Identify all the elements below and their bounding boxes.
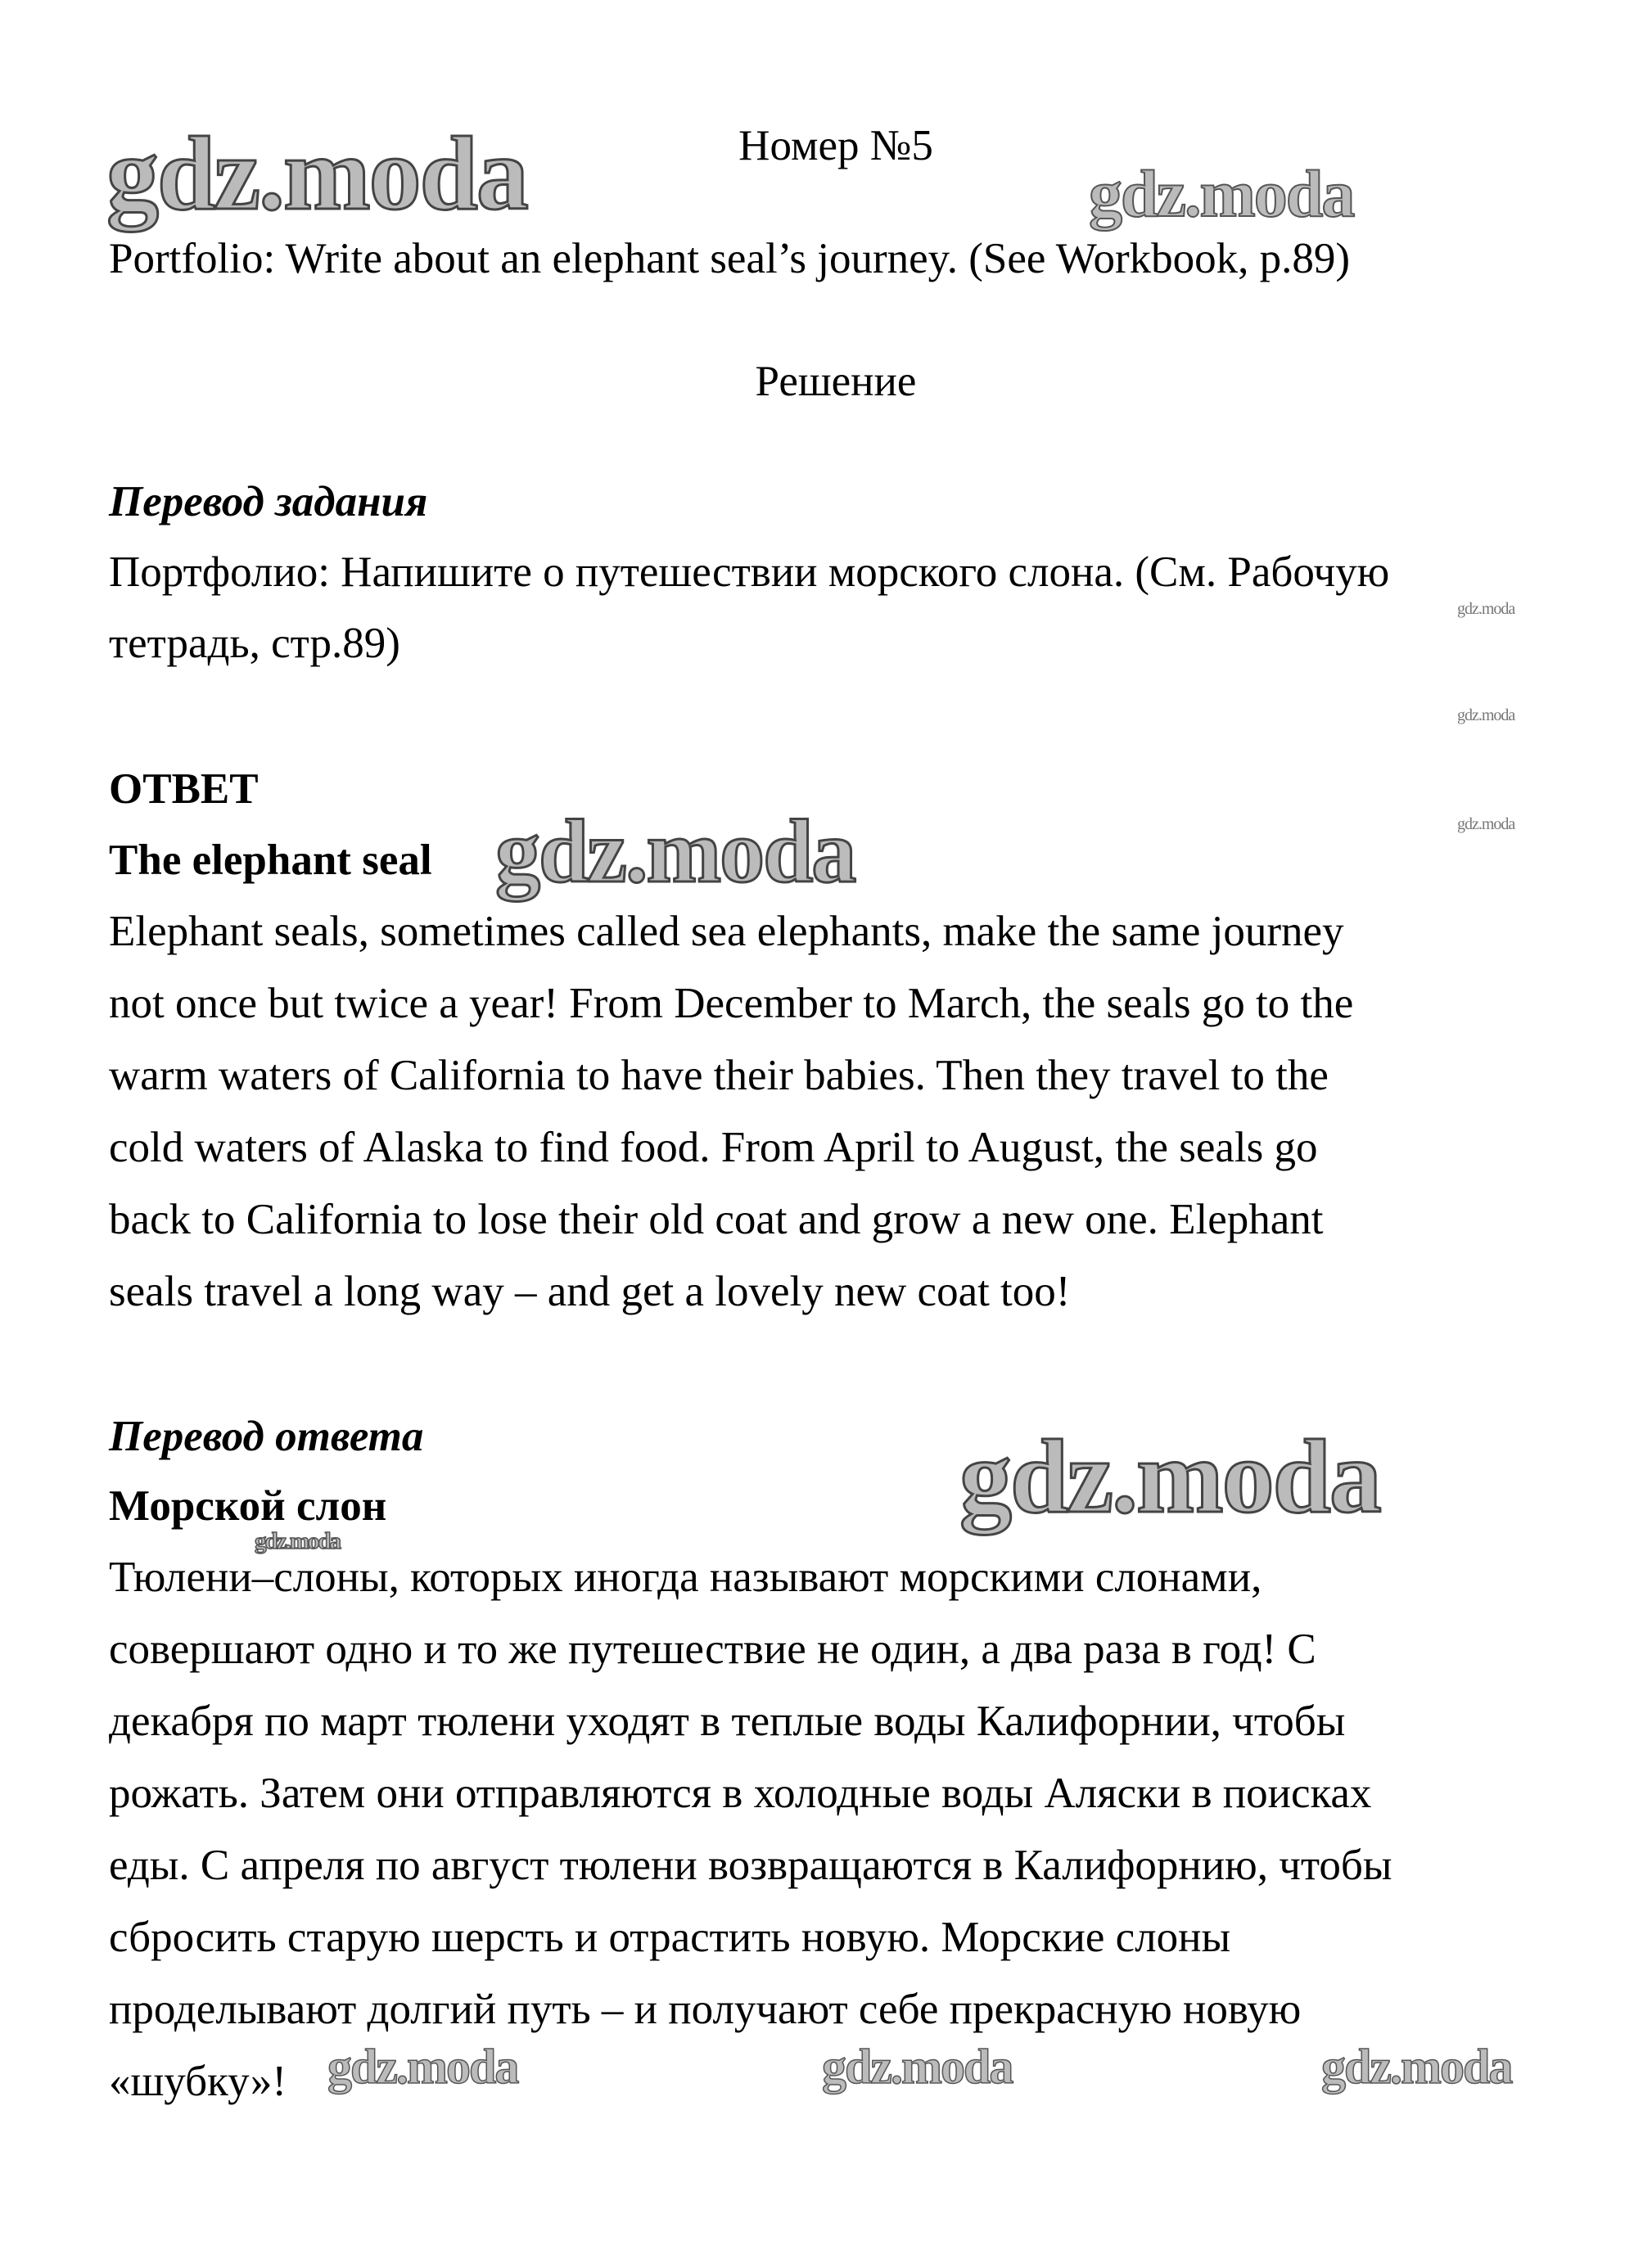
task-translation-heading: Перевод задания	[109, 478, 428, 525]
answer-line: cold waters of Alaska to find food. From April to August, the seals go	[109, 1124, 1318, 1171]
answer-translation-line: Тюлени–слоны, которых иногда называют морскими слонами,	[109, 1553, 1262, 1601]
answer-heading: ОТВЕТ	[109, 765, 259, 813]
problem-number: Номер №5	[738, 122, 933, 169]
answer-translation-line: рожать. Затем они отправляются в холодные воды Аляски в поисках	[109, 1770, 1372, 1817]
answer-line: Elephant seals, sometimes called sea elephants, make the same journey	[109, 908, 1344, 955]
watermark: gdz.moda	[822, 2040, 1013, 2094]
watermark: gdz.moda	[1457, 706, 1515, 724]
watermark: gdz.moda	[255, 1528, 341, 1554]
answer-translation-line: проделывают долгий путь – и получают себе прекрасную новую	[109, 1986, 1302, 2033]
watermark: gdz.moda	[1457, 600, 1515, 618]
answer-line: seals travel a long way – and get a lovely new coat too!	[109, 1268, 1071, 1315]
watermark: gdz.moda	[1457, 815, 1515, 833]
answer-translation-heading: Перевод ответа	[109, 1413, 424, 1460]
watermark: gdz.moda	[1321, 2040, 1512, 2094]
answer-translation-line: еды. С апреля по август тюлени возвращаются в Калифорнию, чтобы	[109, 1842, 1392, 1889]
answer-translation-line: сбросить старую шерсть и отрастить новую. Морские слоны	[109, 1914, 1231, 1961]
answer-line: not once but twice a year! From December to March, the seals go to the	[109, 980, 1354, 1027]
task-text: Portfolio: Write about an elephant seal’s journey. (See Workbook, p.89)	[109, 235, 1351, 282]
answer-translation-line: совершают одно и то же путешествие не один, а два раза в год! С	[109, 1625, 1316, 1673]
answer-line: back to California to lose their old coat and grow a new one. Elephant	[109, 1196, 1324, 1243]
answer-translation-line: «шубку»!	[109, 2058, 287, 2105]
solution-label: Решение	[755, 358, 917, 405]
answer-translation-line: декабря по март тюлени уходят в теплые воды Калифорнии, чтобы	[109, 1698, 1346, 1745]
task-translation-line: Портфолио: Напишите о путешествии морского слона. (См. Рабочую	[109, 548, 1390, 596]
watermark: gdz.moda	[106, 115, 527, 232]
watermark: gdz.moda	[327, 2040, 518, 2094]
task-translation-line: тетрадь, стр.89)	[109, 620, 400, 667]
watermark: gdz.moda	[959, 1418, 1380, 1535]
answer-translation-title: Морской слон	[109, 1482, 387, 1530]
answer-title: The elephant seal	[109, 836, 432, 884]
watermark: gdz.moda	[1089, 156, 1354, 231]
watermark: gdz.moda	[495, 801, 855, 901]
answer-line: warm waters of California to have their babies. Then they travel to the	[109, 1052, 1329, 1099]
